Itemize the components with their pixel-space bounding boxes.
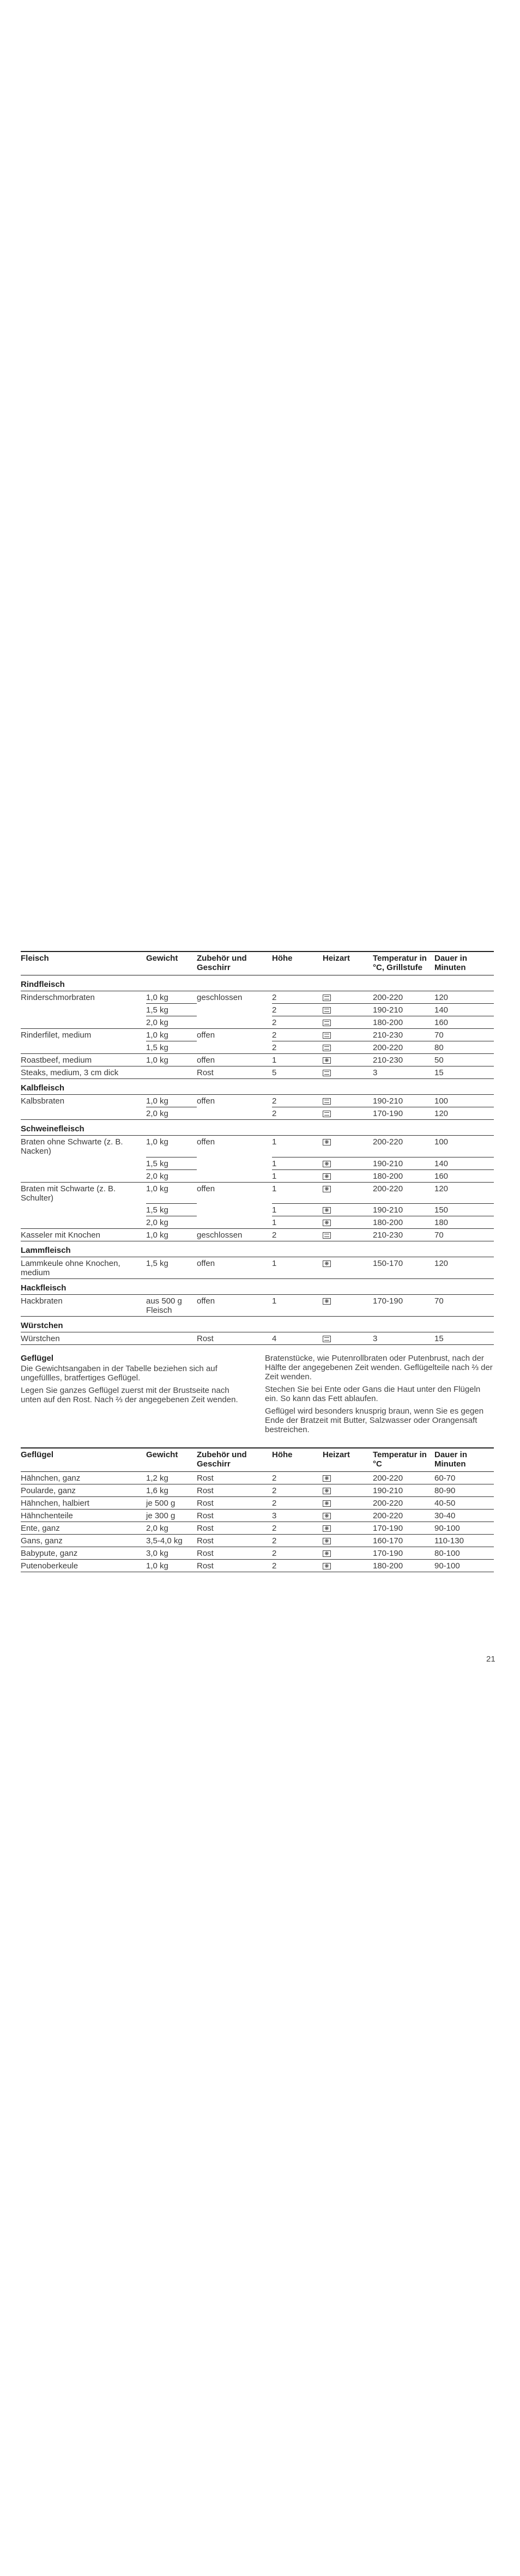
header-heizart: Heizart	[323, 951, 373, 975]
section-title: Würstchen	[21, 1317, 494, 1332]
table-row	[21, 1029, 494, 1041]
temperature-cell: 180-200	[373, 1169, 434, 1182]
dish-name: Hähnchen, ganz	[21, 1472, 146, 1484]
level-cell: 2	[272, 1041, 323, 1054]
accessory-cell: offen	[197, 1031, 215, 1040]
hot-air-icon	[323, 1161, 331, 1167]
dish-name: Gans, ganz	[21, 1535, 146, 1547]
hot-air-icon	[323, 1538, 331, 1544]
table-row	[21, 1157, 494, 1169]
temperature-cell: 200-220	[373, 1136, 434, 1157]
heating-mode-cell	[323, 1095, 373, 1107]
section-row	[21, 975, 494, 991]
duration-cell: 150	[434, 1204, 494, 1216]
temperature-cell: 210-230	[373, 1054, 434, 1066]
accessory-cell: Rost	[197, 1535, 272, 1547]
heating-mode-cell	[323, 1029, 373, 1041]
dish-name	[21, 1016, 146, 1029]
weight-cell: 3,5-4,0 kg	[146, 1535, 197, 1547]
temperature-cell: 200-220	[373, 991, 434, 1004]
weight-cell: 1,5 kg	[146, 1041, 197, 1054]
accessory-cell: Rost	[197, 1560, 272, 1572]
heating-mode-cell	[323, 1204, 373, 1216]
dish-name: Kasseler mit Knochen	[21, 1229, 146, 1241]
heating-mode-cell	[323, 1535, 373, 1547]
duration-cell: 80-100	[434, 1547, 494, 1560]
duration-cell: 140	[434, 1157, 494, 1169]
table-row	[21, 1295, 494, 1317]
top-bottom-heat-icon	[323, 1020, 331, 1026]
grill-icon	[323, 1070, 331, 1076]
dish-name: Steaks, medium, 3 cm dick	[21, 1066, 146, 1079]
dish-name	[21, 1169, 146, 1182]
dish-name: Babypute, ganz	[21, 1547, 146, 1560]
note-paragraph: Die Gewichtsangaben in der Tabelle beziehen sich auf ungefüllles, bratfertiges Geflügel.	[21, 1364, 217, 1383]
accessory-cell: offen	[197, 1096, 215, 1106]
temperature-cell: 200-220	[373, 1510, 434, 1522]
weight-cell: 1,0 kg	[146, 991, 197, 1004]
heating-mode-cell	[323, 1136, 373, 1157]
level-cell: 1	[272, 1257, 323, 1279]
weight-cell: 1,0 kg	[146, 1560, 197, 1572]
duration-cell: 50	[434, 1054, 494, 1066]
top-bottom-heat-icon	[323, 995, 331, 1001]
temperature-cell: 190-210	[373, 1157, 434, 1169]
accessory-cell	[197, 1157, 272, 1169]
header-hoehe: Höhe	[272, 951, 323, 975]
temperature-cell: 160-170	[373, 1535, 434, 1547]
weight-cell: 2,0 kg	[146, 1522, 197, 1535]
weight-cell: 2,0 kg	[146, 1216, 197, 1229]
heating-mode-cell	[323, 1547, 373, 1560]
accessory-cell	[197, 1016, 272, 1029]
temperature-cell: 170-190	[373, 1522, 434, 1535]
poultry-table	[21, 1447, 494, 1572]
notes-right-column	[265, 1354, 494, 1438]
temperature-cell: 200-220	[373, 1041, 434, 1054]
dish-name: Würstchen	[21, 1332, 146, 1345]
table-row	[21, 1257, 494, 1279]
hot-air-icon	[323, 1186, 331, 1192]
temperature-cell: 180-200	[373, 1016, 434, 1029]
weight-cell: 1,5 kg	[146, 1004, 197, 1016]
duration-cell: 120	[434, 1182, 494, 1204]
level-cell: 2	[272, 1029, 323, 1041]
header-heizart: Heizart	[323, 1448, 373, 1472]
top-bottom-heat-icon	[323, 1111, 331, 1117]
meat-table-header	[21, 951, 494, 975]
table-row	[21, 1041, 494, 1054]
hot-air-icon	[323, 1500, 331, 1507]
temperature-cell: 200-220	[373, 1472, 434, 1484]
header-gefluegel: Geflügel	[21, 1448, 146, 1472]
temperature-cell: 210-230	[373, 1229, 434, 1241]
weight-cell: 1,0 kg	[146, 1095, 197, 1107]
heating-mode-cell	[323, 1510, 373, 1522]
duration-cell: 90-100	[434, 1522, 494, 1535]
heating-mode-cell	[323, 1041, 373, 1054]
weight-cell: 1,0 kg	[146, 1136, 197, 1157]
accessory-cell: offen	[197, 1137, 215, 1147]
grill-icon	[323, 1336, 331, 1342]
accessory-cell: Rost	[197, 1547, 272, 1560]
dish-name: Rinderfilet, medium	[21, 1031, 92, 1040]
header-fleisch: Fleisch	[21, 951, 146, 975]
accessory-cell: Rost	[197, 1484, 272, 1497]
dish-name: Braten mit Schwarte (z. B. Schulter)	[21, 1184, 116, 1203]
weight-cell: 1,5 kg	[146, 1204, 197, 1216]
accessory-cell: offen	[197, 1295, 272, 1317]
level-cell: 2	[272, 1484, 323, 1497]
hot-air-icon	[323, 1173, 331, 1180]
duration-cell: 90-100	[434, 1560, 494, 1572]
heating-mode-cell	[323, 1004, 373, 1016]
hot-air-icon	[323, 1220, 331, 1226]
poultry-notes	[21, 1354, 494, 1438]
duration-cell: 120	[434, 1107, 494, 1120]
level-cell: 1	[272, 1182, 323, 1204]
duration-cell: 160	[434, 1169, 494, 1182]
section-row	[21, 1079, 494, 1095]
temperature-cell: 3	[373, 1332, 434, 1345]
accessory-cell	[197, 1204, 272, 1216]
header-zubehoer: Zubehör und Geschirr	[197, 1448, 272, 1472]
dish-name	[21, 1216, 146, 1229]
duration-cell: 60-70	[434, 1472, 494, 1484]
accessory-cell: Rost	[197, 1497, 272, 1510]
table-row	[21, 1522, 494, 1535]
temperature-cell: 180-200	[373, 1216, 434, 1229]
header-hoehe: Höhe	[272, 1448, 323, 1472]
duration-cell: 100	[434, 1136, 494, 1157]
section-row	[21, 1241, 494, 1257]
temperature-cell: 3	[373, 1066, 434, 1079]
accessory-cell: Rost	[197, 1332, 272, 1345]
level-cell: 2	[272, 1107, 323, 1120]
level-cell: 1	[272, 1157, 323, 1169]
accessory-cell: geschlossen	[197, 1229, 272, 1241]
section-title: Lammfleisch	[21, 1241, 494, 1257]
top-bottom-heat-icon	[323, 1098, 331, 1105]
dish-name	[21, 1157, 146, 1169]
duration-cell: 70	[434, 1029, 494, 1041]
top-bottom-heat-icon	[323, 1007, 331, 1014]
accessory-cell	[197, 1041, 272, 1054]
weight-cell: 1,0 kg	[146, 1054, 197, 1066]
table-row	[21, 1204, 494, 1216]
section-row	[21, 1279, 494, 1295]
accessory-cell	[197, 1107, 272, 1120]
level-cell: 1	[272, 1136, 323, 1157]
table-row	[21, 1216, 494, 1229]
table-row	[21, 1229, 494, 1241]
temperature-cell: 200-220	[373, 1497, 434, 1510]
duration-cell: 160	[434, 1016, 494, 1029]
heating-mode-cell	[323, 1472, 373, 1484]
hot-air-icon	[323, 1139, 331, 1145]
heating-mode-cell	[323, 1229, 373, 1241]
table-row	[21, 1484, 494, 1497]
top-bottom-heat-icon	[323, 1045, 331, 1051]
table-row	[21, 1054, 494, 1066]
weight-cell: aus 500 g Fleisch	[146, 1295, 197, 1317]
level-cell: 4	[272, 1332, 323, 1345]
temperature-cell: 210-230	[373, 1029, 434, 1041]
section-title: Kalbfleisch	[21, 1079, 494, 1095]
temperature-cell: 170-190	[373, 1295, 434, 1317]
dish-name: Hähnchen, halbiert	[21, 1497, 146, 1510]
header-temperatur: Temperatur in °C, Grillstufe	[373, 951, 434, 975]
level-cell: 2	[272, 1560, 323, 1572]
table-row	[21, 991, 494, 1004]
heating-mode-cell	[323, 1169, 373, 1182]
dish-name	[21, 1041, 146, 1054]
duration-cell: 40-50	[434, 1497, 494, 1510]
temperature-cell: 180-200	[373, 1560, 434, 1572]
level-cell: 2	[272, 1095, 323, 1107]
notes-title: Geflügel	[21, 1354, 54, 1363]
weight-cell: 2,0 kg	[146, 1016, 197, 1029]
top-bottom-heat-icon	[323, 1232, 331, 1239]
dish-name: Lammkeule ohne Knochen, medium	[21, 1257, 146, 1279]
hot-air-icon	[323, 1513, 331, 1519]
hot-air-icon	[323, 1207, 331, 1214]
table-row	[21, 1510, 494, 1522]
table-row	[21, 1169, 494, 1182]
weight-cell: je 300 g	[146, 1510, 197, 1522]
temperature-cell: 170-190	[373, 1547, 434, 1560]
hot-air-icon	[323, 1475, 331, 1482]
table-row	[21, 1095, 494, 1107]
weight-cell: 2,0 kg	[146, 1169, 197, 1182]
header-dauer: Dauer in Minuten	[434, 951, 494, 975]
duration-cell: 15	[434, 1332, 494, 1345]
level-cell: 3	[272, 1510, 323, 1522]
accessory-cell: Rost	[197, 1066, 272, 1079]
weight-cell: 1,0 kg	[146, 1229, 197, 1241]
accessory-cell	[197, 1169, 272, 1182]
header-gewicht: Gewicht	[146, 951, 197, 975]
accessory-cell: offen	[197, 1054, 272, 1066]
heating-mode-cell	[323, 1066, 373, 1079]
dish-name: Ente, ganz	[21, 1522, 146, 1535]
level-cell: 2	[272, 1472, 323, 1484]
duration-cell: 120	[434, 1257, 494, 1279]
note-paragraph: Legen Sie ganzes Geflügel zuerst mit der Brustseite nach unten auf den Rost. Nach ⅔ der angegebenen Zeit wenden.	[21, 1386, 238, 1404]
dish-name: Braten ohne Schwarte (z. B. Nacken)	[21, 1137, 123, 1156]
header-zubehoer: Zubehör und Geschirr	[197, 951, 272, 975]
table-row	[21, 1136, 494, 1157]
table-row	[21, 1066, 494, 1079]
heating-mode-cell	[323, 1182, 373, 1204]
temperature-cell: 190-210	[373, 1095, 434, 1107]
level-cell: 1	[272, 1216, 323, 1229]
dish-name: Putenoberkeule	[21, 1560, 146, 1572]
heating-mode-cell	[323, 1216, 373, 1229]
dish-name: Roastbeef, medium	[21, 1054, 146, 1066]
note-paragraph: Stechen Sie bei Ente oder Gans die Haut unter den Flügeln ein. So kann das Fett ablaufen.	[265, 1385, 481, 1403]
accessory-cell	[197, 1216, 272, 1229]
dish-name: Hackbraten	[21, 1295, 146, 1317]
heating-mode-cell	[323, 1484, 373, 1497]
level-cell: 2	[272, 1535, 323, 1547]
temperature-cell: 190-210	[373, 1004, 434, 1016]
heating-mode-cell	[323, 1332, 373, 1345]
header-gewicht: Gewicht	[146, 1448, 197, 1472]
level-cell: 1	[272, 1204, 323, 1216]
level-cell: 1	[272, 1295, 323, 1317]
duration-cell: 180	[434, 1216, 494, 1229]
duration-cell: 70	[434, 1229, 494, 1241]
page-number: 21	[486, 1654, 495, 1664]
heating-mode-cell	[323, 1016, 373, 1029]
duration-cell: 120	[434, 991, 494, 1004]
temperature-cell: 150-170	[373, 1257, 434, 1279]
duration-cell: 80	[434, 1041, 494, 1054]
weight-cell: 1,5 kg	[146, 1257, 197, 1279]
heating-mode-cell	[323, 1560, 373, 1572]
heating-mode-cell	[323, 1295, 373, 1317]
level-cell: 2	[272, 1016, 323, 1029]
header-temperatur: Temperatur in °C	[373, 1448, 434, 1472]
level-cell: 2	[272, 1547, 323, 1560]
level-cell: 1	[272, 1054, 323, 1066]
table-row	[21, 1107, 494, 1120]
accessory-cell	[197, 1004, 272, 1016]
level-cell: 2	[272, 1522, 323, 1535]
recipe-tables	[21, 951, 494, 1572]
duration-cell: 15	[434, 1066, 494, 1079]
temperature-cell: 170-190	[373, 1107, 434, 1120]
note-paragraph: Bratenstücke, wie Putenrollbraten oder Putenbrust, nach der Hälfte der angegebenen Zeit wenden. Geflügelteile nach ⅔ der Zeit wenden.	[265, 1354, 493, 1381]
poultry-table-header	[21, 1448, 494, 1472]
temperature-cell: 190-210	[373, 1484, 434, 1497]
dish-name: Hähnchenteile	[21, 1510, 146, 1522]
table-row	[21, 1182, 494, 1204]
table-row	[21, 1472, 494, 1484]
accessory-cell: Rost	[197, 1472, 272, 1484]
table-row	[21, 1560, 494, 1572]
note-paragraph: Geflügel wird besonders knusprig braun, wenn Sie es gegen Ende der Bratzeit mit Butter, Salzwasser oder Orangensaft bestreichen.	[265, 1407, 484, 1434]
level-cell: 2	[272, 1229, 323, 1241]
duration-cell: 70	[434, 1295, 494, 1317]
duration-cell: 140	[434, 1004, 494, 1016]
duration-cell: 30-40	[434, 1510, 494, 1522]
hot-air-icon	[323, 1525, 331, 1532]
heating-mode-cell	[323, 1522, 373, 1535]
duration-cell: 100	[434, 1095, 494, 1107]
table-row	[21, 1497, 494, 1510]
table-row	[21, 1004, 494, 1016]
hot-air-icon	[323, 1260, 331, 1267]
table-row	[21, 1535, 494, 1547]
weight-cell: je 500 g	[146, 1497, 197, 1510]
section-title: Hackfleisch	[21, 1279, 494, 1295]
weight-cell	[146, 1066, 197, 1079]
accessory-cell: Rost	[197, 1510, 272, 1522]
section-row	[21, 1120, 494, 1136]
hot-air-icon	[323, 1057, 331, 1064]
dish-name: Rinderschmorbraten	[21, 993, 95, 1002]
table-row	[21, 1332, 494, 1345]
accessory-cell: offen	[197, 1184, 215, 1193]
header-dauer: Dauer in Minuten	[434, 1448, 494, 1472]
hot-air-icon	[323, 1298, 331, 1305]
accessory-cell: offen	[197, 1257, 272, 1279]
notes-left-column	[21, 1354, 250, 1438]
hot-air-icon	[323, 1563, 331, 1569]
weight-cell	[146, 1332, 197, 1345]
level-cell: 5	[272, 1066, 323, 1079]
table-row	[21, 1547, 494, 1560]
dish-name	[21, 1204, 146, 1216]
weight-cell: 3,0 kg	[146, 1547, 197, 1560]
temperature-cell: 190-210	[373, 1204, 434, 1216]
duration-cell: 110-130	[434, 1535, 494, 1547]
level-cell: 2	[272, 991, 323, 1004]
accessory-cell: geschlossen	[197, 993, 243, 1002]
heating-mode-cell	[323, 991, 373, 1004]
dish-name: Poularde, ganz	[21, 1484, 146, 1497]
section-title: Schweinefleisch	[21, 1120, 494, 1136]
dish-name	[21, 1107, 146, 1120]
section-row	[21, 1317, 494, 1332]
weight-cell: 1,0 kg	[146, 1029, 197, 1041]
heating-mode-cell	[323, 1107, 373, 1120]
section-title: Rindfleisch	[21, 975, 494, 991]
hot-air-icon	[323, 1550, 331, 1557]
level-cell: 1	[272, 1169, 323, 1182]
heating-mode-cell	[323, 1257, 373, 1279]
heating-mode-cell	[323, 1054, 373, 1066]
level-cell: 2	[272, 1497, 323, 1510]
heating-mode-cell	[323, 1157, 373, 1169]
duration-cell: 80-90	[434, 1484, 494, 1497]
dish-name: Kalbsbraten	[21, 1096, 65, 1106]
meat-table	[21, 951, 494, 1345]
heating-mode-cell	[323, 1497, 373, 1510]
weight-cell: 1,0 kg	[146, 1182, 197, 1204]
dish-name	[21, 1004, 146, 1016]
table-row	[21, 1016, 494, 1029]
top-bottom-heat-icon	[323, 1032, 331, 1039]
level-cell: 2	[272, 1004, 323, 1016]
weight-cell: 1,2 kg	[146, 1472, 197, 1484]
temperature-cell: 200-220	[373, 1182, 434, 1204]
weight-cell: 1,5 kg	[146, 1157, 197, 1169]
weight-cell: 2,0 kg	[146, 1107, 197, 1120]
accessory-cell: Rost	[197, 1522, 272, 1535]
hot-air-icon	[323, 1488, 331, 1494]
weight-cell: 1,6 kg	[146, 1484, 197, 1497]
